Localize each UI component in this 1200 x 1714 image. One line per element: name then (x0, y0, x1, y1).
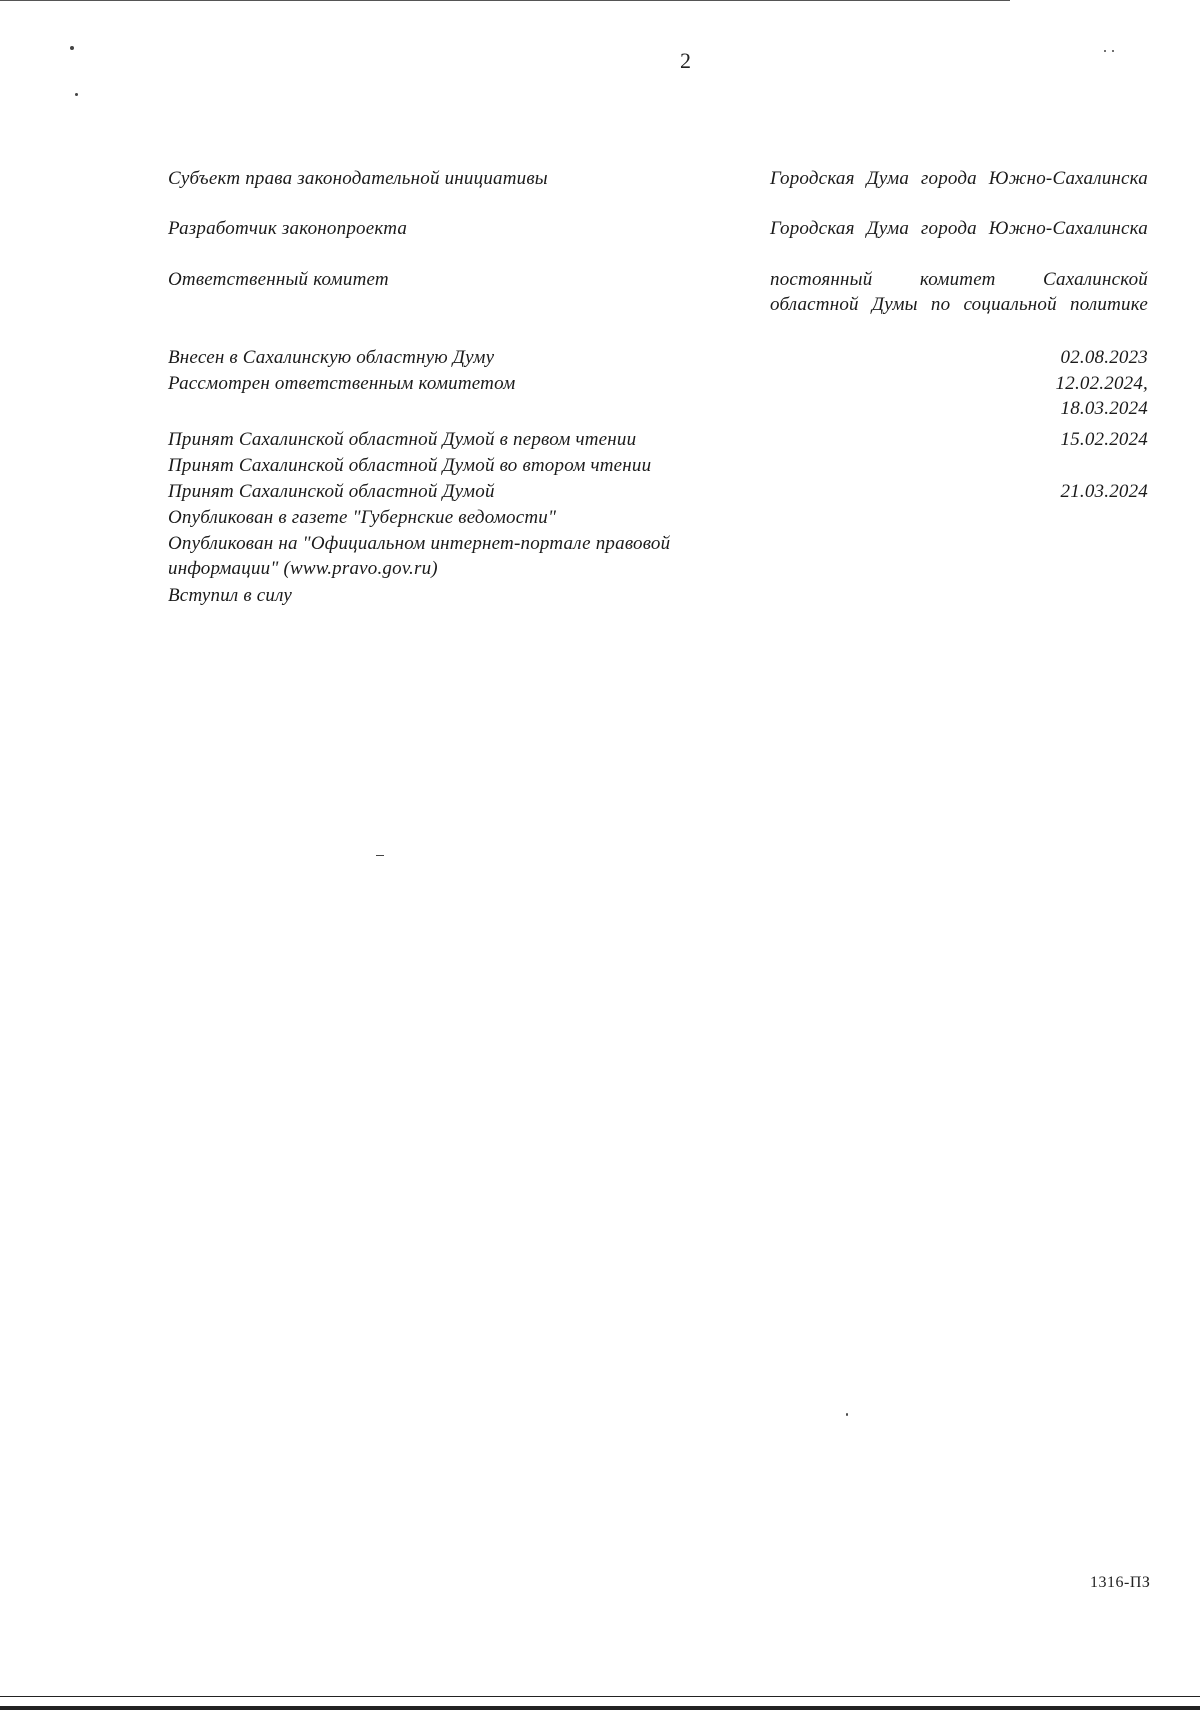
row-label: Внесен в Сахалинскую областную Думу (168, 347, 495, 368)
row-date: 21.03.2024 (1060, 481, 1148, 502)
row-dates (970, 371, 1148, 421)
row-label (168, 531, 768, 581)
scan-edge-bottom (0, 1696, 1200, 1697)
row-label: Ответственный комитет (168, 269, 389, 290)
row-value: Городская Дума города Южно-Сахалинска (770, 168, 1148, 189)
row-value: постоянный комитет Сахалинской областной Думы по социальной политике (770, 269, 1148, 315)
scan-edge-top (0, 0, 1010, 1)
row-label: Принят Сахалинской областной Думой (168, 481, 495, 502)
row-label: Разработчик законопроекта (168, 218, 408, 239)
scan-speck (70, 46, 74, 50)
document-code: 1316-ПЗ (1090, 1574, 1151, 1591)
scan-speck (376, 855, 384, 856)
row-date: 18.03.2024 (1060, 398, 1148, 419)
row-date: 02.08.2023 (1060, 347, 1148, 368)
scan-speck (1112, 50, 1114, 52)
page-number: 2 (680, 48, 691, 73)
row-label: Вступил в силу (168, 585, 292, 606)
row-value: Городская Дума города Южно-Сахалинска (770, 218, 1148, 239)
scan-speck (1104, 50, 1106, 52)
scan-speck (846, 1413, 848, 1416)
row-date: 12.02.2024, (1055, 373, 1148, 394)
row-label-line: Опубликован на "Официальном интернет-портале правовой (168, 533, 671, 554)
row-label-line: информации" (www.pravo.gov.ru) (168, 558, 438, 579)
row-label: Принят Сахалинской областной Думой в первом чтении (168, 429, 637, 450)
row-label: Субъект права законодательной инициативы (168, 168, 548, 189)
scan-edge-bottom (0, 1706, 1200, 1710)
row-label: Опубликован в газете "Губернские ведомости" (168, 507, 557, 528)
row-date: 15.02.2024 (1060, 429, 1148, 450)
row-label: Рассмотрен ответственным комитетом (168, 373, 516, 394)
scan-speck (75, 93, 78, 96)
row-label: Принят Сахалинской областной Думой во втором чтении (168, 455, 652, 476)
